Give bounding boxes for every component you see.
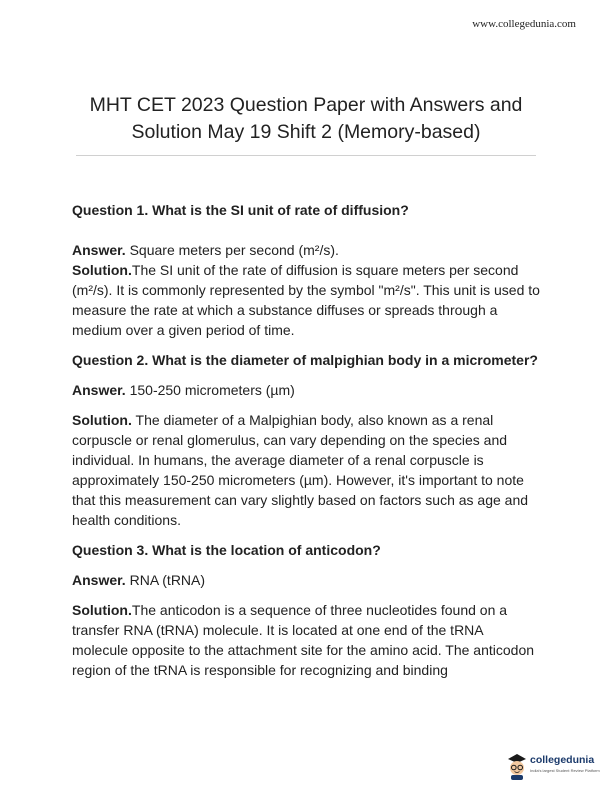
answer-text: 150-250 micrometers (µm)	[125, 382, 295, 398]
answer-3	[72, 570, 542, 590]
logo-tagline: India's largest Student Review Platform	[530, 768, 600, 773]
solution-label: Solution.	[72, 262, 132, 278]
solution-text: The anticodon is a sequence of three nucleotides found on a transfer RNA (tRNA) molecule. It is located at one end of the tRNA molecule opposite to the attachment site for the amino acid. The anticodon region of the tRNA is responsible for recognizing and binding	[72, 602, 535, 678]
solution-2	[72, 410, 542, 530]
header-url: www.collegedunia.com	[472, 18, 576, 30]
answer-1	[72, 240, 542, 260]
question-2: Question 2. What is the diameter of malpighian body in a micrometer?	[72, 352, 538, 368]
question-1: Question 1. What is the SI unit of rate of diffusion?	[72, 202, 409, 218]
question-3: Question 3. What is the location of anticodon?	[72, 542, 381, 558]
page-title	[60, 92, 552, 146]
mascot-icon	[506, 752, 528, 780]
collegedunia-logo	[506, 752, 606, 782]
answer-label: Answer.	[72, 572, 126, 588]
answer-label: Answer.	[72, 382, 126, 398]
answer-2	[72, 380, 542, 400]
logo-name: collegedunia	[530, 754, 595, 766]
solution-3	[72, 600, 542, 680]
question-content	[72, 200, 542, 680]
answer-text: Square meters per second (m²/s).	[125, 242, 339, 258]
solution-1	[72, 260, 542, 340]
answer-label: Answer.	[72, 242, 126, 258]
solution-label: Solution.	[72, 412, 132, 428]
title-line-2: Solution May 19 Shift 2 (Memory-based)	[131, 121, 481, 143]
solution-label: Solution.	[72, 602, 132, 618]
title-divider	[76, 155, 536, 156]
solution-text: The SI unit of the rate of diffusion is square meters per second (m²/s). It is commonly represented by the symbol "m²/s". This unit is used to measure the rate at which a substance diffuses or spreads through a medium over a given period of time.	[72, 262, 540, 338]
answer-text: RNA (tRNA)	[125, 572, 206, 588]
solution-text: The diameter of a Malpighian body, also known as a renal corpuscle or renal glomerulus, can vary depending on the species and individual. In humans, the average diameter of a renal corpuscle is approximately 150-250 micrometers (µm). However, it's important to note that this measurement can vary slightly based on factors such as age and health conditions.	[72, 412, 529, 528]
title-line-1: MHT CET 2023 Question Paper with Answers and	[89, 94, 523, 116]
